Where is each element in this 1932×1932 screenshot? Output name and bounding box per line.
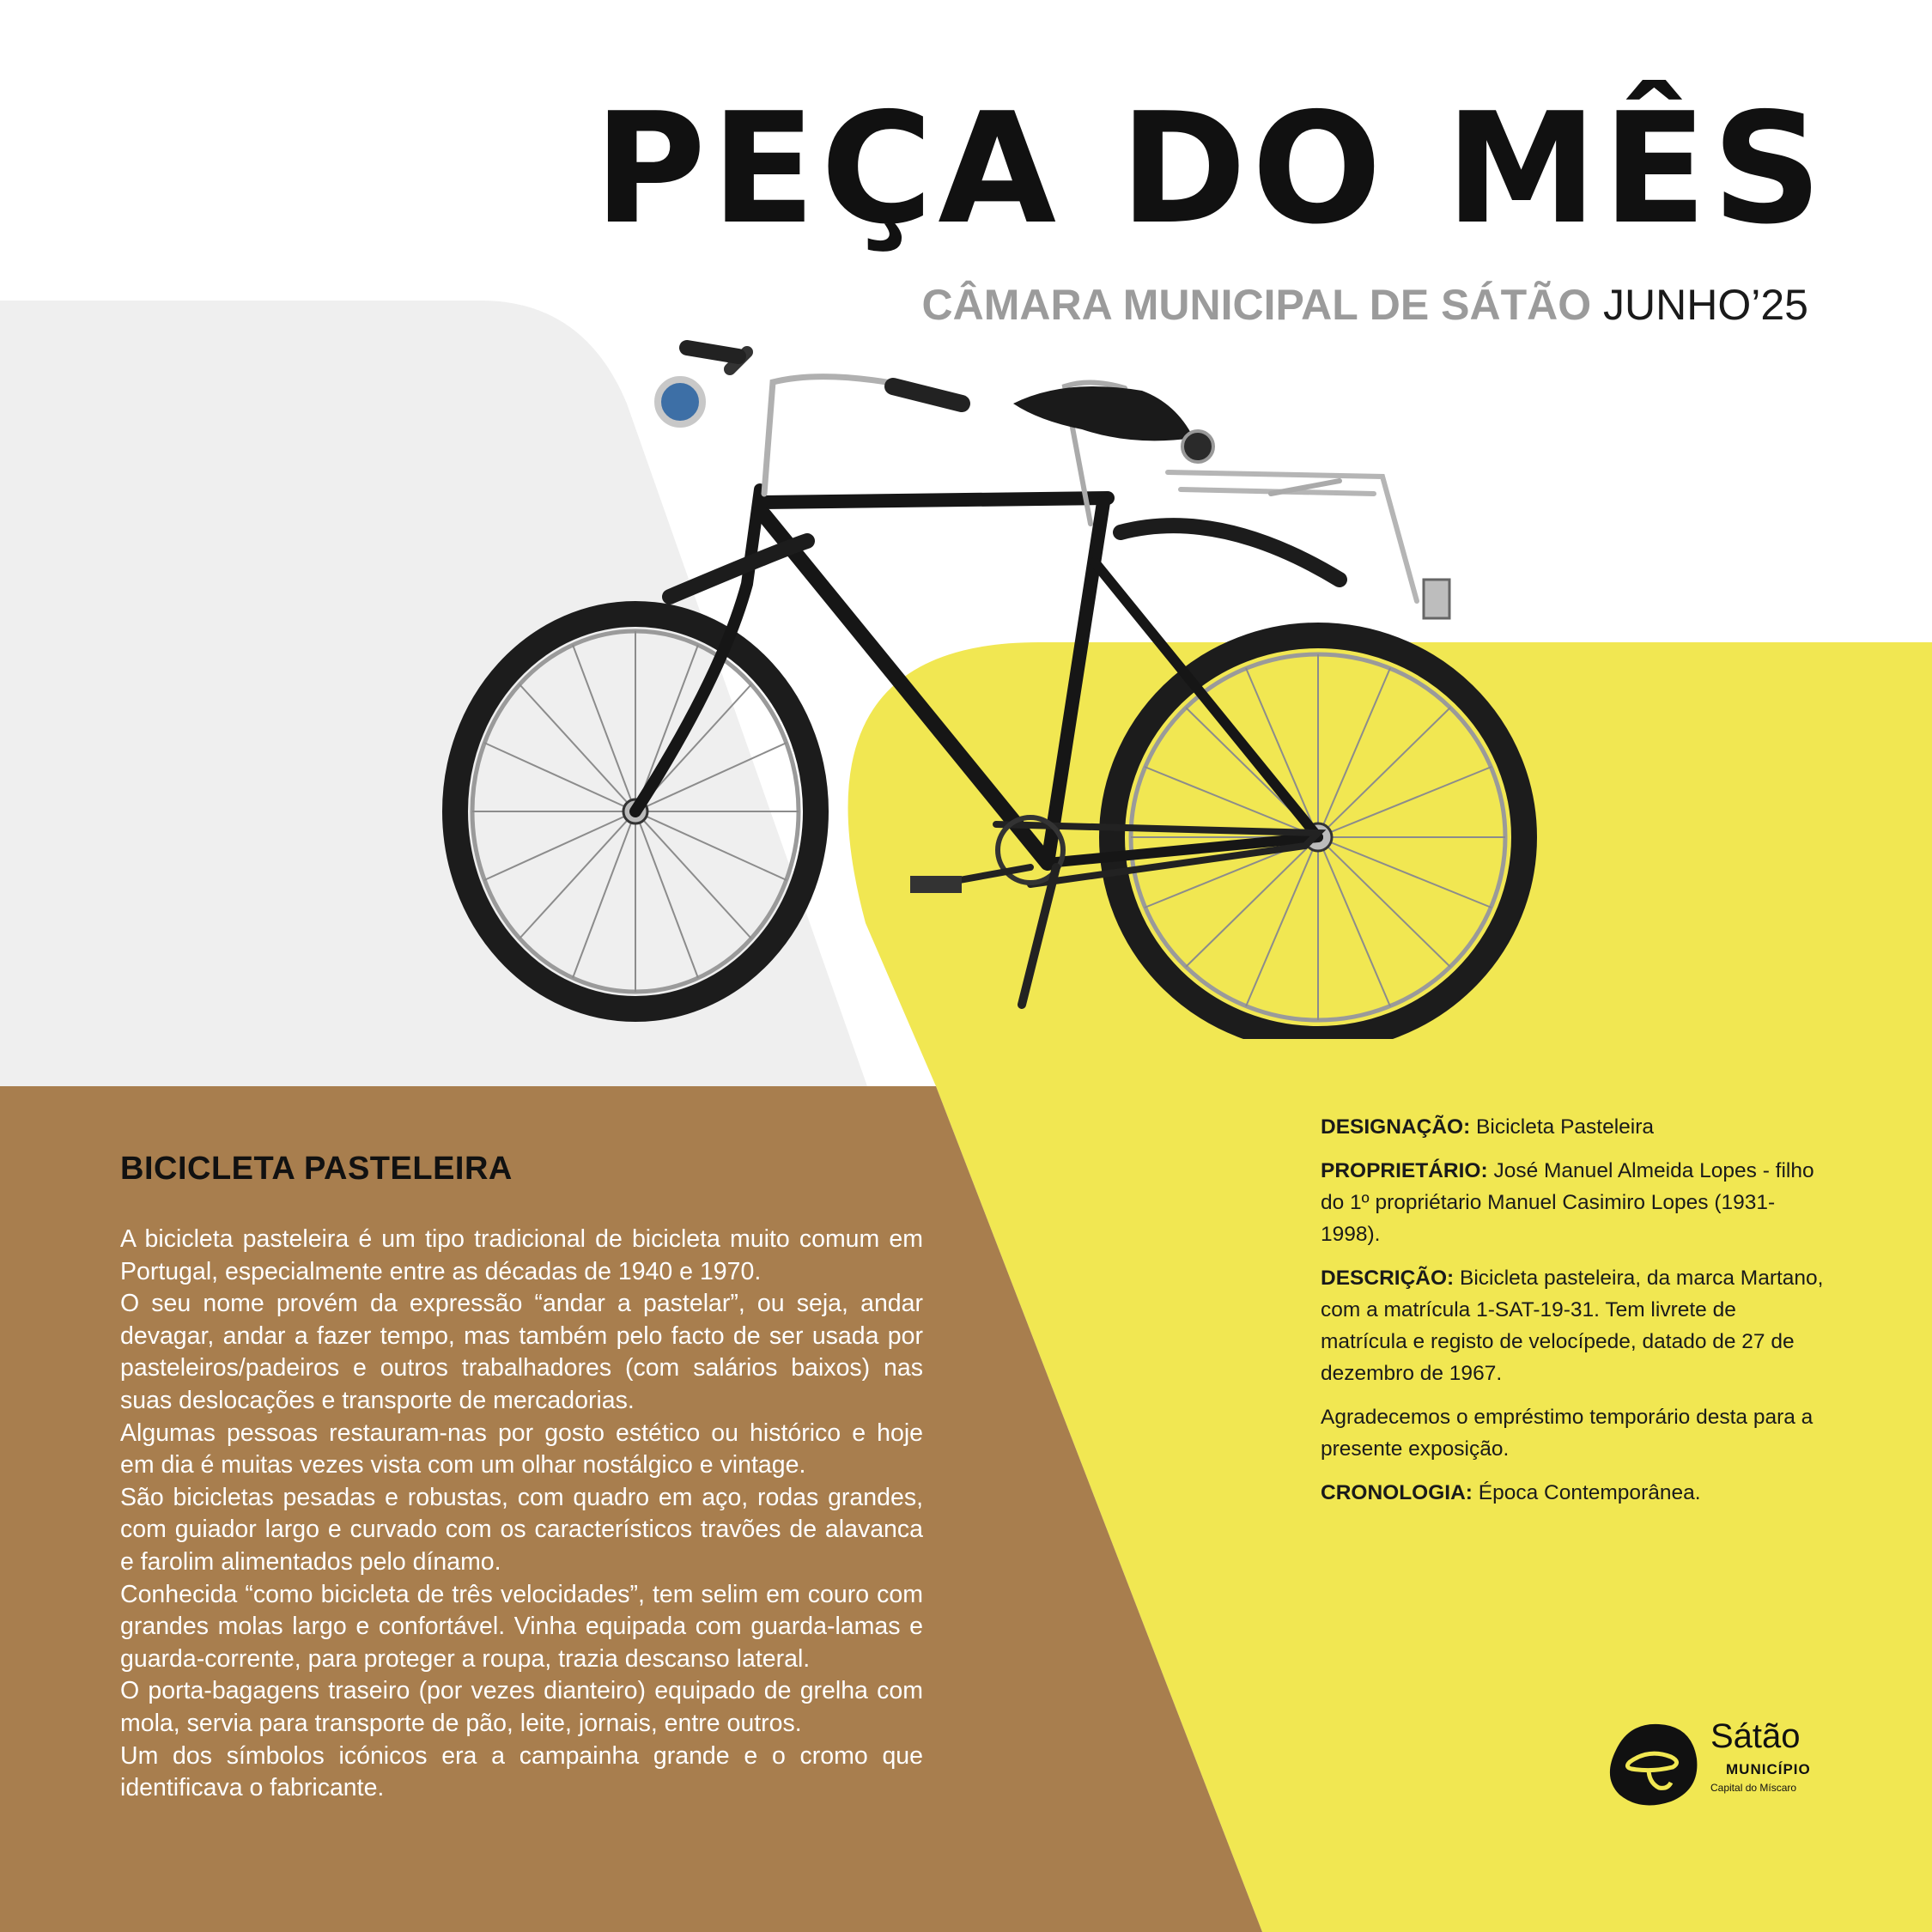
article-paragraph: O seu nome provém da expressão “andar a pastelar”, ou seja, andar devagar, andar a fazer tempo, mas também pelo facto de ser usada por pasteleiros/padeiros e outros trabalhadores (com salários baixos) nas suas deslocações e transporte de mercadorias. bbox=[120, 1290, 923, 1414]
municipality-logo bbox=[1599, 1716, 1822, 1810]
page-title: PEÇA DO MÊS bbox=[593, 80, 1827, 258]
headlight bbox=[658, 380, 702, 424]
info-descricao bbox=[1321, 1262, 1827, 1389]
info-label: DESIGNAÇÃO: bbox=[1321, 1115, 1471, 1139]
article-paragraph: Conhecida “como bicicleta de três velocidades”, tem selim em couro com grandes molas largo e confortável. Vinha equipada com guarda-lamas e guarda-corrente, para proteger a roupa, trazia descanso lateral. bbox=[120, 1580, 923, 1673]
article bbox=[120, 1151, 923, 1805]
info-value: Bicicleta pasteleira, da marca Martano, com a matrícula 1-SAT-19-31. Tem livrete de matrícula e registo de velocípede, datado de 27 de dezembro de 1967. bbox=[1321, 1267, 1824, 1385]
logo-name: Sátão bbox=[1710, 1717, 1801, 1755]
info-cronologia bbox=[1321, 1477, 1827, 1509]
subtitle-org: CÂMARA MUNICIPAL DE SÁTÃO bbox=[921, 281, 1592, 329]
rear-reflector bbox=[1424, 580, 1449, 618]
mushroom-logo-icon bbox=[1599, 1716, 1705, 1810]
article-paragraph: Um dos símbolos icónicos era a campainha grande e o cromo que identificava o fabricante. bbox=[120, 1741, 923, 1802]
article-paragraph: São bicicletas pesadas e robustas, com quadro em aço, rodas grandes, com guiador largo e curvado com os característicos travões de alavanca e farolim alimentados pelo dínamo. bbox=[120, 1483, 923, 1576]
bicycle-photo bbox=[378, 318, 1597, 1039]
article-paragraph: A bicicleta pasteleira é um tipo tradicional de bicicleta muito comum em Portugal, especialmente entre as décadas de 1940 e 1970. bbox=[120, 1225, 923, 1285]
logo-tagline: Capital do Míscaro bbox=[1710, 1782, 1797, 1794]
info-label: CRONOLOGIA: bbox=[1321, 1481, 1473, 1504]
article-paragraph: O porta-bagagens traseiro (por vezes dianteiro) equipado de grelha com mola, servia para transporte de pão, leite, jornais, entre outros. bbox=[120, 1677, 923, 1737]
subtitle-date: JUNHO’25 bbox=[1603, 281, 1808, 329]
saddle-bag bbox=[1182, 431, 1213, 462]
info-label: DESCRIÇÃO: bbox=[1321, 1267, 1455, 1290]
article-paragraph: Algumas pessoas restauram-nas por gosto estético ou histórico e hoje em dia é muitas vezes vista com um olhar nostálgico e vintage. bbox=[120, 1419, 923, 1479]
info-proprietario bbox=[1321, 1155, 1827, 1250]
info-label: PROPRIETÁRIO: bbox=[1321, 1159, 1488, 1182]
info-agradecimento: Agradecemos o empréstimo temporário desta para a presente exposição. bbox=[1321, 1406, 1814, 1461]
object-info bbox=[1321, 1111, 1827, 1521]
info-value: Bicicleta Pasteleira bbox=[1476, 1115, 1655, 1139]
info-value: Época Contemporânea. bbox=[1478, 1481, 1701, 1504]
info-value: José Manuel Almeida Lopes - filho do 1º propriétario Manuel Casimiro Lopes (1931-1998). bbox=[1321, 1159, 1814, 1246]
info-designacao bbox=[1321, 1111, 1827, 1143]
bicycle-saddle bbox=[1013, 386, 1194, 440]
logo-municipio: MUNICÍPIO bbox=[1726, 1761, 1811, 1777]
article-heading: BICICLETA PASTELEIRA bbox=[120, 1151, 513, 1187]
